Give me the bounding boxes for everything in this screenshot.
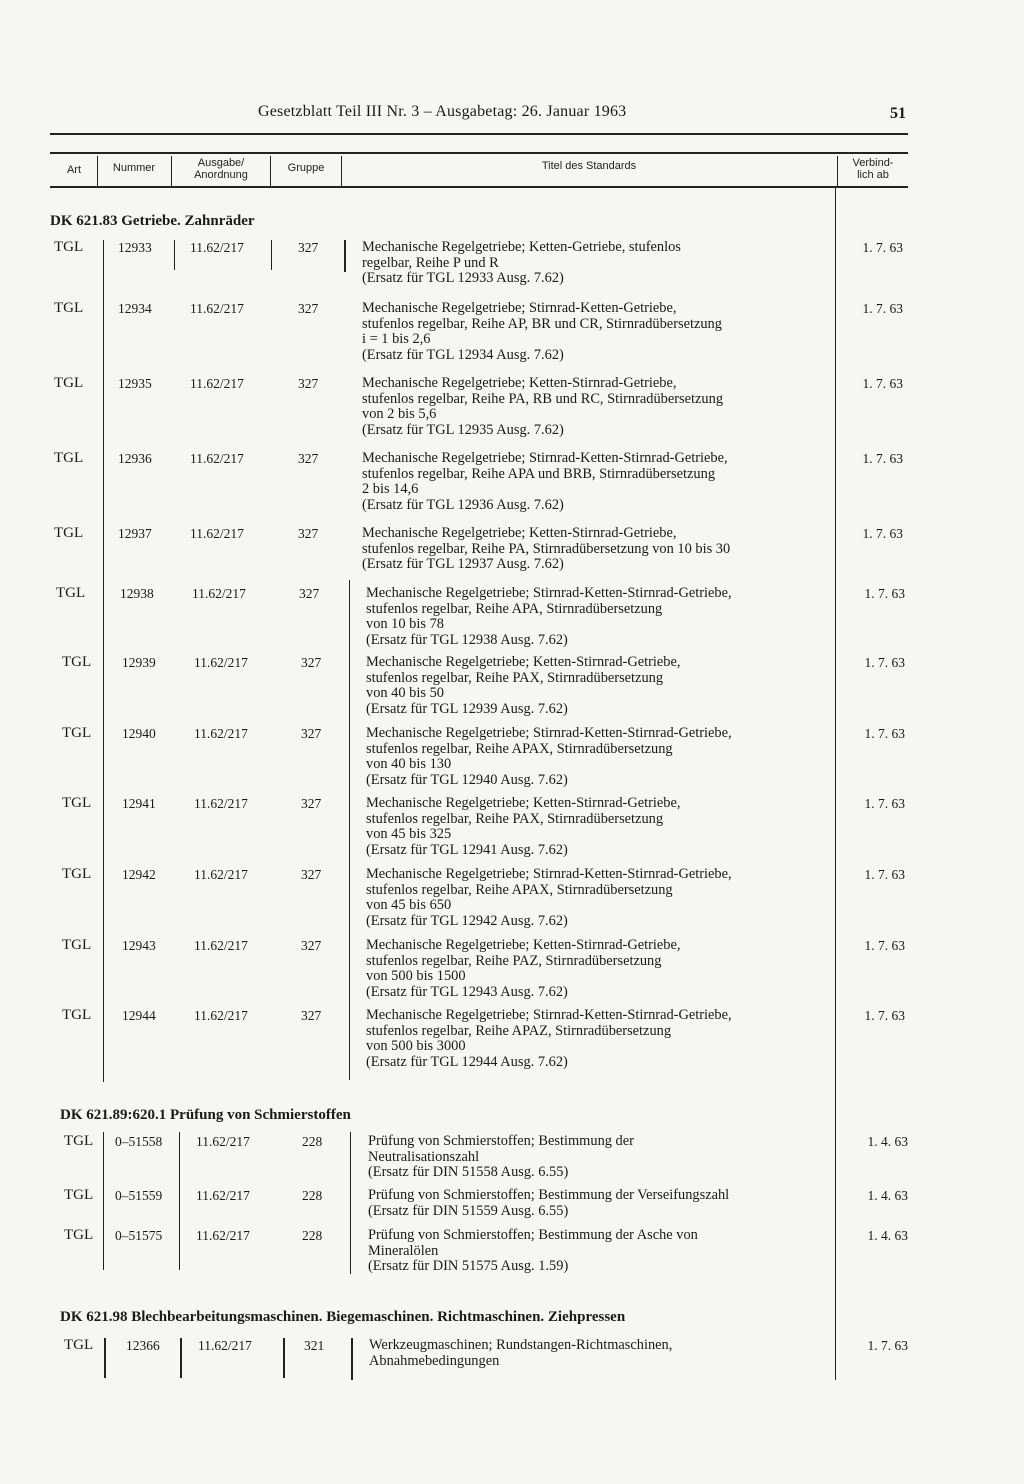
row-title	[366, 938, 841, 1000]
row-date: 1. 7. 63	[862, 301, 903, 316]
row-art: TGL	[62, 725, 92, 741]
row-gruppe: 327	[301, 938, 322, 953]
row-title-line: Mineralölen	[368, 1242, 439, 1259]
row-title-line: Mechanische Regelgetriebe; Ketten-Stirnrad-Getriebe,	[366, 795, 681, 811]
row-title-line: (Ersatz für TGL 12939 Ausg. 7.62)	[366, 700, 568, 717]
row-nummer: 12934	[118, 301, 152, 316]
row-title-line: (Ersatz für DIN 51558 Ausg. 6.55)	[368, 1164, 569, 1181]
column-header-verbindlich-line2: lich ab	[857, 169, 889, 181]
column-header-gruppe: Gruppe	[287, 162, 325, 174]
header-divider	[837, 156, 838, 186]
row-date: 1. 7. 63	[864, 938, 905, 953]
header-divider	[171, 156, 172, 186]
table-header-top-rule	[50, 152, 908, 154]
header-divider	[341, 156, 342, 186]
row-title-line: Mechanische Regelgetriebe; Ketten-Stirnrad-Getriebe,	[366, 654, 681, 670]
row-nummer: 0–51559	[115, 1188, 163, 1203]
row-title-line: Prüfung von Schmierstoffen; Bestimmung der	[368, 1133, 634, 1149]
row-title-line: (Ersatz für TGL 12942 Ausg. 7.62)	[366, 912, 568, 929]
row-art: TGL	[62, 937, 92, 953]
column-header-verbindlich-line1: Verbind-	[852, 157, 894, 169]
row-title-line: (Ersatz für TGL 12944 Ausg. 7.62)	[366, 1053, 568, 1070]
row-nummer: 12938	[120, 586, 154, 601]
row-title-line: (Ersatz für DIN 51559 Ausg. 6.55)	[368, 1202, 569, 1219]
row-title-line: Abnahmebedingungen	[369, 1352, 500, 1369]
row-title-line: Mechanische Regelgetriebe; Ketten-Stirnrad-Getriebe,	[366, 937, 681, 953]
row-title-line: stufenlos regelbar, Reihe APAZ, Stirnradübersetzung	[366, 1022, 672, 1039]
column-rule	[104, 1338, 106, 1378]
column-rule	[351, 1338, 353, 1380]
row-title-line: von 40 bis 130	[366, 756, 452, 773]
row-gruppe: 327	[301, 796, 322, 811]
row-ausgabe: 11.62/217	[194, 655, 248, 670]
column-rule	[103, 1132, 104, 1270]
row-title-line: stufenlos regelbar, Reihe AP, BR und CR, Stirnradübersetzung	[362, 315, 722, 332]
row-nummer: 12940	[122, 726, 156, 741]
row-title-line: stufenlos regelbar, Reihe PAX, Stirnradübersetzung	[366, 669, 664, 686]
column-rule	[180, 1338, 182, 1378]
row-art: TGL	[62, 866, 92, 882]
row-title	[362, 301, 837, 363]
row-title-line: von 45 bis 650	[366, 897, 452, 914]
header-rule	[50, 133, 908, 135]
row-title-line: (Ersatz für TGL 12938 Ausg. 7.62)	[366, 631, 568, 648]
section-heading: DK 621.98 Blechbearbeitungsmaschinen. Biegemaschinen. Richtmaschinen. Ziehpressen	[60, 1309, 626, 1325]
row-title-line: 2 bis 14,6	[362, 481, 419, 498]
row-gruppe: 327	[301, 867, 322, 882]
row-art: TGL	[56, 585, 86, 601]
row-gruppe: 228	[302, 1188, 323, 1203]
header-divider	[97, 156, 98, 186]
row-title-line: stufenlos regelbar, Reihe PA, Stirnradübersetzung von 10 bis 30	[362, 540, 731, 557]
row-title	[362, 526, 837, 573]
row-art: TGL	[62, 1007, 92, 1023]
row-title-line: (Ersatz für TGL 12940 Ausg. 7.62)	[366, 771, 568, 788]
row-art: TGL	[64, 1337, 94, 1353]
column-rule	[271, 240, 272, 270]
row-nummer: 12944	[122, 1008, 156, 1023]
row-date: 1. 7. 63	[867, 1338, 908, 1353]
row-ausgabe: 11.62/217	[192, 586, 246, 601]
column-rule	[179, 1132, 180, 1270]
row-art: TGL	[54, 300, 84, 316]
row-ausgabe: 11.62/217	[194, 796, 248, 811]
row-title-line: Mechanische Regelgetriebe; Stirnrad-Ketten-Getriebe,	[362, 300, 677, 316]
row-date: 1. 7. 63	[864, 867, 905, 882]
row-title-line: regelbar, Reihe P und R	[362, 254, 499, 271]
row-date: 1. 7. 63	[864, 726, 905, 741]
row-nummer: 12366	[126, 1338, 160, 1353]
row-title-line: von 500 bis 1500	[366, 968, 466, 985]
row-title	[362, 376, 837, 438]
row-ausgabe: 11.62/217	[194, 726, 248, 741]
section-heading: DK 621.89:620.1 Prüfung von Schmierstoffen	[60, 1107, 351, 1123]
row-date: 1. 4. 63	[867, 1134, 908, 1149]
row-title-line: Mechanische Regelgetriebe; Stirnrad-Ketten-Stirnrad-Getriebe,	[366, 866, 732, 882]
row-nummer: 12937	[118, 526, 152, 541]
row-ausgabe: 11.62/217	[194, 938, 248, 953]
column-rule	[103, 240, 104, 1082]
row-nummer: 12939	[122, 655, 156, 670]
row-nummer: 0–51575	[115, 1228, 163, 1243]
header-divider	[270, 156, 271, 186]
row-ausgabe: 11.62/217	[196, 1228, 250, 1243]
row-date: 1. 4. 63	[867, 1228, 908, 1243]
row-nummer: 0–51558	[115, 1134, 163, 1149]
row-title-line: (Ersatz für TGL 12943 Ausg. 7.62)	[366, 983, 568, 1000]
row-gruppe: 327	[298, 526, 319, 541]
row-ausgabe: 11.62/217	[190, 376, 244, 391]
row-ausgabe: 11.62/217	[190, 301, 244, 316]
row-gruppe: 327	[298, 451, 319, 466]
row-nummer: 12935	[118, 376, 152, 391]
row-date: 1. 7. 63	[862, 451, 903, 466]
row-title-line: von 500 bis 3000	[366, 1038, 466, 1055]
table-header-bottom-rule	[50, 186, 908, 188]
row-title-line: i = 1 bis 2,6	[362, 331, 431, 348]
row-title-line: stufenlos regelbar, Reihe APA und BRB, Stirnradübersetzung	[362, 465, 716, 482]
row-title-line: von 40 bis 50	[366, 685, 444, 702]
row-art: TGL	[62, 654, 92, 670]
row-title	[362, 240, 837, 287]
row-ausgabe: 11.62/217	[196, 1134, 250, 1149]
row-title-line: stufenlos regelbar, Reihe PAZ, Stirnradübersetzung	[366, 952, 662, 969]
row-ausgabe: 11.62/217	[196, 1188, 250, 1203]
row-title-line: (Ersatz für TGL 12937 Ausg. 7.62)	[362, 556, 564, 573]
row-title-line: stufenlos regelbar, Reihe APAX, Stirnradübersetzung	[366, 740, 673, 757]
column-rule	[283, 1338, 285, 1378]
row-date: 1. 7. 63	[862, 376, 903, 391]
row-art: TGL	[54, 375, 84, 391]
row-ausgabe: 11.62/217	[194, 867, 248, 882]
column-rule	[349, 580, 350, 1080]
row-title	[368, 1188, 843, 1219]
row-nummer: 12942	[122, 867, 156, 882]
row-art: TGL	[64, 1187, 94, 1203]
row-title	[369, 1338, 844, 1369]
row-art: TGL	[54, 239, 84, 255]
row-ausgabe: 11.62/217	[194, 1008, 248, 1023]
row-gruppe: 327	[298, 376, 319, 391]
row-date: 1. 7. 63	[862, 526, 903, 541]
column-header-ausgabe	[173, 157, 269, 181]
column-header-verbindlich	[839, 157, 907, 181]
row-date: 1. 7. 63	[864, 1008, 905, 1023]
row-title-line: (Ersatz für TGL 12941 Ausg. 7.62)	[366, 841, 568, 858]
row-title-line: Mechanische Regelgetriebe; Stirnrad-Ketten-Stirnrad-Getriebe,	[366, 725, 732, 741]
row-title-line: Mechanische Regelgetriebe; Stirnrad-Ketten-Stirnrad-Getriebe,	[366, 1007, 732, 1023]
row-title-line: (Ersatz für TGL 12935 Ausg. 7.62)	[362, 421, 564, 438]
row-title-line: stufenlos regelbar, Reihe APA, Stirnradübersetzung	[366, 600, 663, 617]
row-title-line: (Ersatz für TGL 12936 Ausg. 7.62)	[362, 496, 564, 513]
row-title	[366, 1008, 841, 1070]
row-title	[366, 726, 841, 788]
row-date: 1. 7. 63	[864, 655, 905, 670]
section-heading: DK 621.83 Getriebe. Zahnräder	[50, 213, 255, 229]
row-title-line: Mechanische Regelgetriebe; Ketten-Stirnrad-Getriebe,	[362, 525, 677, 541]
row-title	[368, 1228, 843, 1275]
row-title-line: Prüfung von Schmierstoffen; Bestimmung der Asche von	[368, 1227, 698, 1243]
row-title	[366, 796, 841, 858]
row-art: TGL	[64, 1227, 94, 1243]
row-gruppe: 327	[301, 1008, 322, 1023]
column-rule	[350, 1132, 351, 1274]
row-ausgabe: 11.62/217	[190, 526, 244, 541]
row-nummer: 12933	[118, 240, 152, 255]
row-title	[368, 1134, 843, 1181]
row-gruppe: 327	[298, 240, 319, 255]
row-title-line: von 2 bis 5,6	[362, 406, 437, 423]
row-title-line: von 10 bis 78	[366, 616, 444, 633]
column-header-art: Art	[66, 164, 82, 176]
column-rule	[344, 240, 346, 272]
row-title-line: Neutralisationszahl	[368, 1148, 480, 1165]
row-gruppe: 327	[298, 301, 319, 316]
row-title-line: (Ersatz für DIN 51575 Ausg. 1.59)	[368, 1258, 569, 1275]
column-header-ausgabe-line2: Anordnung	[194, 169, 248, 181]
row-date: 1. 7. 63	[862, 240, 903, 255]
row-date: 1. 4. 63	[867, 1188, 908, 1203]
page-number: 51	[890, 105, 906, 122]
row-gruppe: 327	[299, 586, 320, 601]
row-title-line: Prüfung von Schmierstoffen; Bestimmung der Verseifungszahl	[368, 1187, 730, 1203]
row-art: TGL	[54, 450, 84, 466]
row-gruppe: 228	[302, 1134, 323, 1149]
row-date: 1. 7. 63	[864, 796, 905, 811]
row-title-line: Mechanische Regelgetriebe; Ketten-Stirnrad-Getriebe,	[362, 375, 677, 391]
row-gruppe: 321	[304, 1338, 325, 1353]
row-title-line: stufenlos regelbar, Reihe PAX, Stirnradübersetzung	[366, 810, 664, 827]
row-title-line: (Ersatz für TGL 12933 Ausg. 7.62)	[362, 270, 564, 287]
row-title-line: (Ersatz für TGL 12934 Ausg. 7.62)	[362, 346, 564, 363]
row-title	[366, 655, 841, 717]
row-nummer: 12943	[122, 938, 156, 953]
row-nummer: 12936	[118, 451, 152, 466]
row-title-line: stufenlos regelbar, Reihe PA, RB und RC, Stirnradübersetzung	[362, 390, 724, 407]
running-head: Gesetzblatt Teil III Nr. 3 – Ausgabetag: 26. Januar 1963	[258, 103, 627, 120]
row-gruppe: 228	[302, 1228, 323, 1243]
row-title-line: Mechanische Regelgetriebe; Ketten-Getriebe, stufenlos	[362, 239, 681, 255]
column-header-titel: Titel des Standards	[541, 160, 637, 172]
row-art: TGL	[62, 795, 92, 811]
row-ausgabe: 11.62/217	[190, 240, 244, 255]
column-header-ausgabe-line1: Ausgabe/	[197, 157, 245, 169]
column-rule	[174, 240, 175, 270]
row-title-line: Mechanische Regelgetriebe; Stirnrad-Ketten-Stirnrad-Getriebe,	[362, 450, 728, 466]
column-header-nummer: Nummer	[112, 162, 156, 174]
row-title-line: stufenlos regelbar, Reihe APAX, Stirnradübersetzung	[366, 881, 673, 898]
row-gruppe: 327	[301, 726, 322, 741]
row-title-line: von 45 bis 325	[366, 826, 452, 843]
row-art: TGL	[54, 525, 84, 541]
row-title-line: Werkzeugmaschinen; Rundstangen-Richtmaschinen,	[369, 1337, 673, 1353]
row-date: 1. 7. 63	[864, 586, 905, 601]
row-ausgabe: 11.62/217	[190, 451, 244, 466]
row-title	[362, 451, 837, 513]
row-art: TGL	[64, 1133, 94, 1149]
row-ausgabe: 11.62/217	[198, 1338, 252, 1353]
row-title-line: Mechanische Regelgetriebe; Stirnrad-Ketten-Stirnrad-Getriebe,	[366, 585, 732, 601]
row-title	[366, 867, 841, 929]
row-nummer: 12941	[122, 796, 156, 811]
row-title	[366, 586, 841, 648]
row-gruppe: 327	[301, 655, 322, 670]
